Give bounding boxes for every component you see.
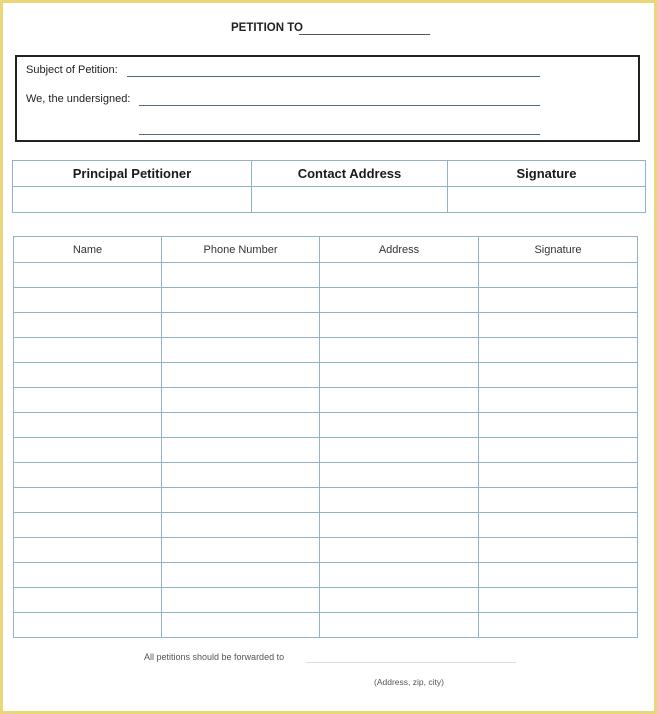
signature-cell[interactable] [479, 613, 638, 638]
signer-signature-header: Signature [479, 237, 638, 263]
phone-number-cell[interactable] [162, 438, 320, 463]
undersigned-field-line-2[interactable] [139, 134, 540, 135]
address-cell[interactable] [320, 413, 479, 438]
phone-number-cell[interactable] [162, 338, 320, 363]
principal-signature-cell[interactable] [448, 187, 646, 213]
subject-box [15, 55, 640, 142]
phone-number-header: Phone Number [162, 237, 320, 263]
phone-number-cell[interactable] [162, 413, 320, 438]
table-row [14, 463, 638, 488]
address-cell[interactable] [320, 438, 479, 463]
address-cell[interactable] [320, 388, 479, 413]
signature-cell[interactable] [479, 413, 638, 438]
undersigned-field-line-1[interactable] [139, 105, 540, 106]
name-cell[interactable] [14, 388, 162, 413]
table-row [14, 288, 638, 313]
table-row [14, 613, 638, 638]
phone-number-cell[interactable] [162, 563, 320, 588]
petition-to-label: PETITION TO [231, 22, 303, 34]
phone-number-cell[interactable] [162, 488, 320, 513]
table-row [14, 363, 638, 388]
table-row [14, 313, 638, 338]
signers-table [13, 236, 638, 638]
address-zip-city-hint: (Address, zip, city) [374, 677, 444, 687]
signature-cell[interactable] [479, 288, 638, 313]
signers-header-row [14, 237, 638, 263]
phone-number-cell[interactable] [162, 288, 320, 313]
principal-petitioner-header: Principal Petitioner [13, 161, 252, 187]
table-row [14, 513, 638, 538]
name-cell[interactable] [14, 338, 162, 363]
table-row [14, 413, 638, 438]
petition-title-row [3, 22, 657, 40]
petition-to-field[interactable] [299, 34, 430, 35]
signature-cell[interactable] [479, 438, 638, 463]
forward-address-field[interactable] [306, 662, 516, 663]
table-row [14, 263, 638, 288]
signature-cell[interactable] [479, 588, 638, 613]
phone-number-cell[interactable] [162, 613, 320, 638]
table-row [14, 438, 638, 463]
address-cell[interactable] [320, 313, 479, 338]
signature-cell[interactable] [479, 313, 638, 338]
principal-petitioner-table [12, 160, 646, 213]
table-row [14, 388, 638, 413]
phone-number-cell[interactable] [162, 313, 320, 338]
address-cell[interactable] [320, 588, 479, 613]
phone-number-cell[interactable] [162, 463, 320, 488]
address-cell[interactable] [320, 538, 479, 563]
signature-cell[interactable] [479, 563, 638, 588]
name-cell[interactable] [14, 438, 162, 463]
table-row [14, 538, 638, 563]
address-cell[interactable] [320, 338, 479, 363]
name-cell[interactable] [14, 488, 162, 513]
contact-address-header: Contact Address [252, 161, 448, 187]
address-cell[interactable] [320, 263, 479, 288]
phone-number-cell[interactable] [162, 263, 320, 288]
name-cell[interactable] [14, 263, 162, 288]
name-cell[interactable] [14, 588, 162, 613]
address-cell[interactable] [320, 513, 479, 538]
name-cell[interactable] [14, 463, 162, 488]
signature-cell[interactable] [479, 263, 638, 288]
table-row [14, 488, 638, 513]
name-cell[interactable] [14, 313, 162, 338]
signature-cell[interactable] [479, 463, 638, 488]
address-cell[interactable] [320, 613, 479, 638]
address-cell[interactable] [320, 363, 479, 388]
address-cell[interactable] [320, 463, 479, 488]
table-row [14, 338, 638, 363]
signature-cell[interactable] [479, 338, 638, 363]
address-cell[interactable] [320, 563, 479, 588]
name-cell[interactable] [14, 613, 162, 638]
signers-body [14, 263, 638, 638]
principal-header-row [13, 161, 646, 187]
undersigned-label: We, the undersigned: [26, 93, 131, 105]
signature-cell[interactable] [479, 363, 638, 388]
principal-petitioner-cell[interactable] [13, 187, 252, 213]
name-cell[interactable] [14, 288, 162, 313]
address-header: Address [320, 237, 479, 263]
name-header: Name [14, 237, 162, 263]
table-row [14, 588, 638, 613]
name-cell[interactable] [14, 513, 162, 538]
subject-of-petition-label: Subject of Petition: [26, 64, 118, 76]
address-cell[interactable] [320, 488, 479, 513]
contact-address-cell[interactable] [252, 187, 448, 213]
signature-cell[interactable] [479, 488, 638, 513]
name-cell[interactable] [14, 563, 162, 588]
phone-number-cell[interactable] [162, 388, 320, 413]
name-cell[interactable] [14, 363, 162, 388]
address-cell[interactable] [320, 288, 479, 313]
name-cell[interactable] [14, 538, 162, 563]
forward-instruction: All petitions should be forwarded to [144, 652, 285, 662]
subject-of-petition-field[interactable] [127, 76, 540, 77]
signature-cell[interactable] [479, 513, 638, 538]
principal-entry-row [13, 187, 646, 213]
name-cell[interactable] [14, 413, 162, 438]
signature-header: Signature [448, 161, 646, 187]
phone-number-cell[interactable] [162, 513, 320, 538]
phone-number-cell[interactable] [162, 588, 320, 613]
table-row [14, 563, 638, 588]
signature-cell[interactable] [479, 388, 638, 413]
phone-number-cell[interactable] [162, 538, 320, 563]
signature-cell[interactable] [479, 538, 638, 563]
phone-number-cell[interactable] [162, 363, 320, 388]
